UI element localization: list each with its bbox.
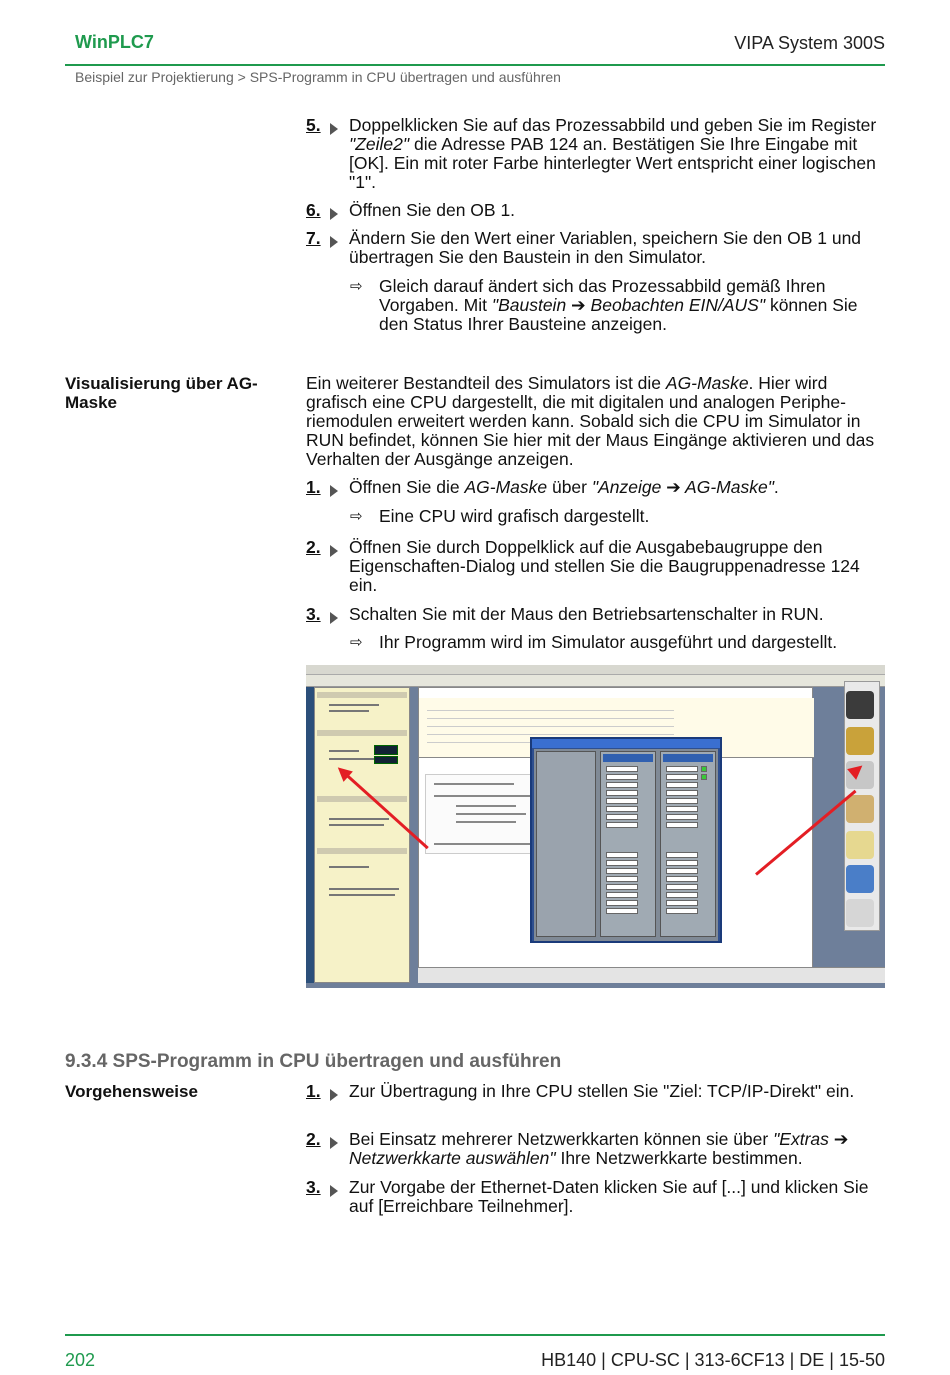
step-number: 3. [306,604,321,624]
header-rule [65,64,885,66]
step-text: Zur Übertragung in Ihre CPU stellen Sie "Ziel: TCP/IP-Direkt" ein. [349,1081,855,1101]
result-arrow-icon: ⇨ [350,278,363,295]
run-p-indicator [374,756,398,764]
step-number: 5. [306,115,321,135]
step-text: Öffnen Sie die AG-Maske über "Anzeige ➔ AG-Maske". [349,477,779,497]
breadcrumb: Beispiel zur Projektierung > SPS-Programm in CPU übertragen und ausführen [75,69,561,85]
visual-step-2 [306,538,886,596]
manual-reference: HB140 | CPU-SC | 313-6CF13 | DE | 15-50 [541,1350,885,1370]
cpu-module [536,751,596,937]
refresh-icon [846,691,874,719]
screenshot-toolbar [306,675,885,687]
step-arrow-icon [330,236,338,248]
book-icon [846,831,874,859]
screenshot-side-tabs [306,687,314,983]
step-arrow-icon [330,123,338,135]
result-top [350,277,885,335]
transfer-step-2 [306,1130,886,1170]
switch-icon [846,727,874,755]
visual-intro: Ein weiterer Bestandteil des Simulators ist die AG-Maske. Hier wird grafisch eine CPU dargestellt, die mit digitalen und analogen Peripheriemodulen erweitert werden kann. Sobald sich die CPU im Simulator in RUN befindet, können Sie hier mit der Maus Eingänge aktivieren und das Verhalten der Ausgänge anzeigen. [306,373,875,469]
page-number: 202 [65,1350,96,1370]
step-number: 2. [306,537,321,557]
visual-step-1 [306,478,886,498]
step-number: 2. [306,1129,321,1149]
side-label-vorgehensweise: Vorgehensweise [65,1082,198,1101]
transfer-step-1 [306,1082,886,1122]
visual-result-1 [350,507,885,527]
visual-result-3 [350,633,885,653]
step-number: 6. [306,200,321,220]
step-text: Schalten Sie mit der Maus den Betriebsartenschalter in RUN. [349,604,824,624]
step-arrow-icon [330,1137,338,1149]
tool-icon [846,795,874,823]
step-number: 3. [306,1177,321,1197]
step-number: 1. [306,477,321,497]
side-label-visualisierung: Visualisierung über AG-Maske [65,374,258,412]
screenshot-cpu-panel [314,687,410,983]
section-heading: 9.3.4 SPS-Programm in CPU übertragen und ausführen [65,1051,562,1072]
ag-mask-titlebar [532,739,720,748]
step-arrow-icon [330,545,338,557]
result-text: Ihr Programm wird im Simulator ausgeführt und dargestellt. [379,632,838,652]
module-ew124 [600,751,656,937]
step-arrow-icon [330,612,338,624]
result-arrow-icon: ⇨ [350,508,363,525]
module-aw124 [660,751,716,937]
header-system: VIPA System 300S [734,33,885,53]
step-7 [306,229,886,269]
step-text: Zur Vorgabe der Ethernet-Daten klicken Sie auf [...] und klicken Sie auf [Erreichbare Teilnehmer]. [349,1177,869,1216]
screenshot-menubar [306,665,885,675]
result-text: Gleich darauf ändert sich das Prozessabbild gemäß Ihren Vorgaben. Mit "Baustein ➔ Beobachten EIN/AUS" können Sie den Status Ihrer Bausteine anzeigen. [379,276,858,334]
step-arrow-icon [330,1089,338,1101]
result-arrow-icon: ⇨ [350,634,363,651]
step-text: Doppelklicken Sie auf das Prozessabbild und geben Sie im Register "Zeile2" die Adresse PAB 124 an. Bestätigen Sie Ihre Eingabe mit [OK]. Ein mit roter Farbe hinterlegter Wert entspricht einer logischen "1". [349,115,877,192]
header-product: WinPLC7 [75,32,154,52]
run-indicator [374,745,398,755]
transfer-step-3 [306,1178,886,1218]
step-arrow-icon [330,485,338,497]
step-number: 1. [306,1081,321,1101]
step-arrow-icon [330,208,338,220]
step-text: Öffnen Sie den OB 1. [349,200,516,220]
step-arrow-icon [330,1185,338,1197]
screenshot-statusbar [418,967,885,983]
step-text: Bei Einsatz mehrerer Netzwerkkarten können sie über "Extras ➔ Netzwerkkarte auswählen" Ihre Netzwerkkarte bestimmen. [349,1129,849,1168]
home-icon [846,899,874,927]
step-6 [306,201,886,221]
visual-step-3 [306,605,886,625]
ag-mask-window [530,737,722,943]
step-5 [306,116,886,192]
footer-rule [65,1334,885,1336]
step-text: Öffnen Sie durch Doppelklick auf die Ausgabebaugruppe den Eigenschaften-Dialog und stellen Sie die Baugruppenadresse 124 ein. [349,537,860,595]
step-number: 7. [306,228,321,248]
transfer-icon [846,865,874,893]
simulator-screenshot [306,665,885,988]
result-text: Eine CPU wird grafisch dargestellt. [379,506,650,526]
step-text: Ändern Sie den Wert einer Variablen, speichern Sie den OB 1 und übertragen Sie den Baustein in den Simulator. [349,228,862,267]
